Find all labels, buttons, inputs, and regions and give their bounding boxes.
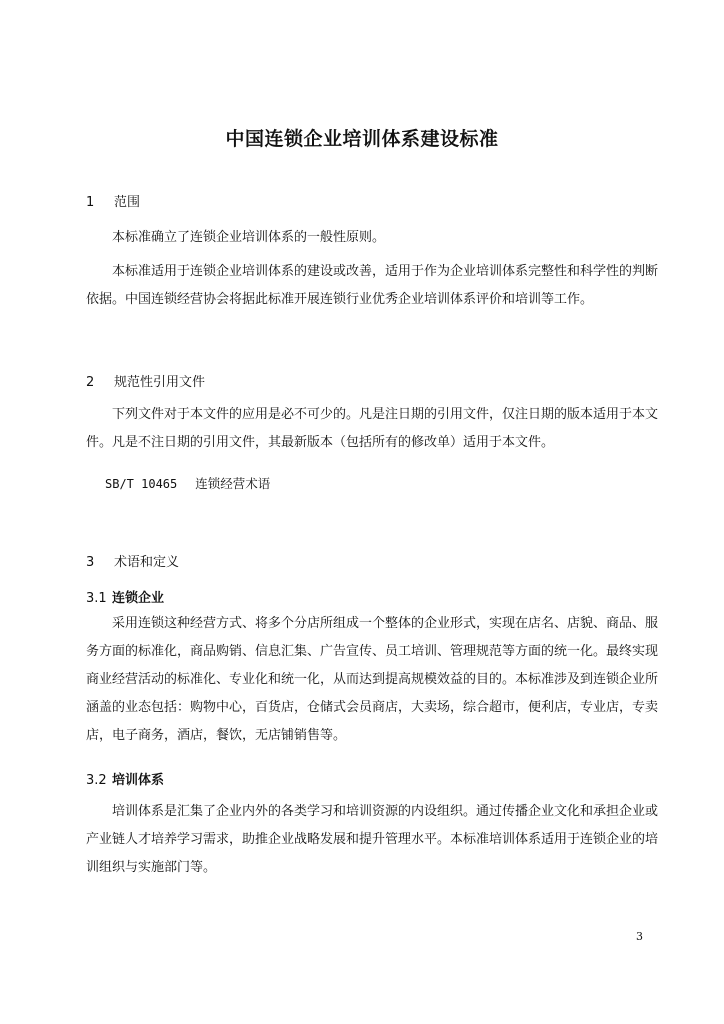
subsection-title: 连锁企业	[112, 591, 165, 606]
subsection-3-1-heading	[86, 587, 164, 606]
normative-reference	[105, 474, 270, 492]
subsection-number: 3.2	[86, 773, 107, 788]
section-number: 1	[86, 195, 95, 210]
section-1-paragraph-1: 本标准确立了连锁企业培训体系的一般性原则。	[112, 230, 386, 245]
reference-code: SB/T 10465	[105, 477, 178, 491]
subsection-number: 3.1	[86, 591, 107, 606]
subsection-3-2-heading	[86, 769, 164, 788]
section-number: 3	[86, 555, 95, 570]
section-1-paragraph-2: 本标准适用于连锁企业培训体系的建设或改善，适用于作为企业培训体系完整性和科学性的判断依据。中国连锁经营协会将据此标准开展连锁行业优秀企业培训体系评价和培训等工作。	[86, 264, 659, 307]
subsection-3-2-paragraph: 培训体系是汇集了企业内外的各类学习和培训资源的内设组织。通过传播企业文化和承担企业或产业链人才培养学习需求，助推企业战略发展和提升管理水平。本标准培训体系适用于连锁企业的培训组织与实施部门等。	[86, 804, 659, 875]
section-title: 术语和定义	[114, 555, 180, 570]
section-title: 范围	[114, 195, 141, 210]
section-number: 2	[86, 375, 95, 390]
subsection-title: 培训体系	[112, 773, 165, 788]
section-3-heading	[86, 551, 179, 570]
document-title: 中国连锁企业培训体系建设标准	[225, 128, 499, 150]
section-2-paragraph-1: 下列文件对于本文件的应用是必不可少的。凡是注日期的引用文件，仅注日期的版本适用于本文件。凡是不注日期的引用文件，其最新版本（包括所有的修改单）适用于本文件。	[86, 407, 659, 450]
reference-title: 连锁经营术语	[195, 476, 271, 491]
section-2-heading	[86, 371, 205, 390]
section-1-heading	[86, 191, 140, 210]
subsection-3-1-paragraph: 采用连锁这种经营方式、将多个分店所组成一个整体的企业形式，实现在店名、店貌、商品、服务方面的标准化，商品购销、信息汇集、广告宣传、员工培训、管理规范等方面的统一化。最终实现商业经营活动的标准化、专业化和统一化，从而达到提高规模效益的目的。本标准涉及到连锁企业所涵盖的业态包括：购物中心，百货店，仓储式会员商店，大卖场，综合超市，便利店，专业店，专卖店，电子商务，酒店，餐饮，无店铺销售等。	[86, 616, 659, 743]
section-title: 规范性引用文件	[114, 375, 206, 390]
page-number: 3	[636, 930, 643, 943]
